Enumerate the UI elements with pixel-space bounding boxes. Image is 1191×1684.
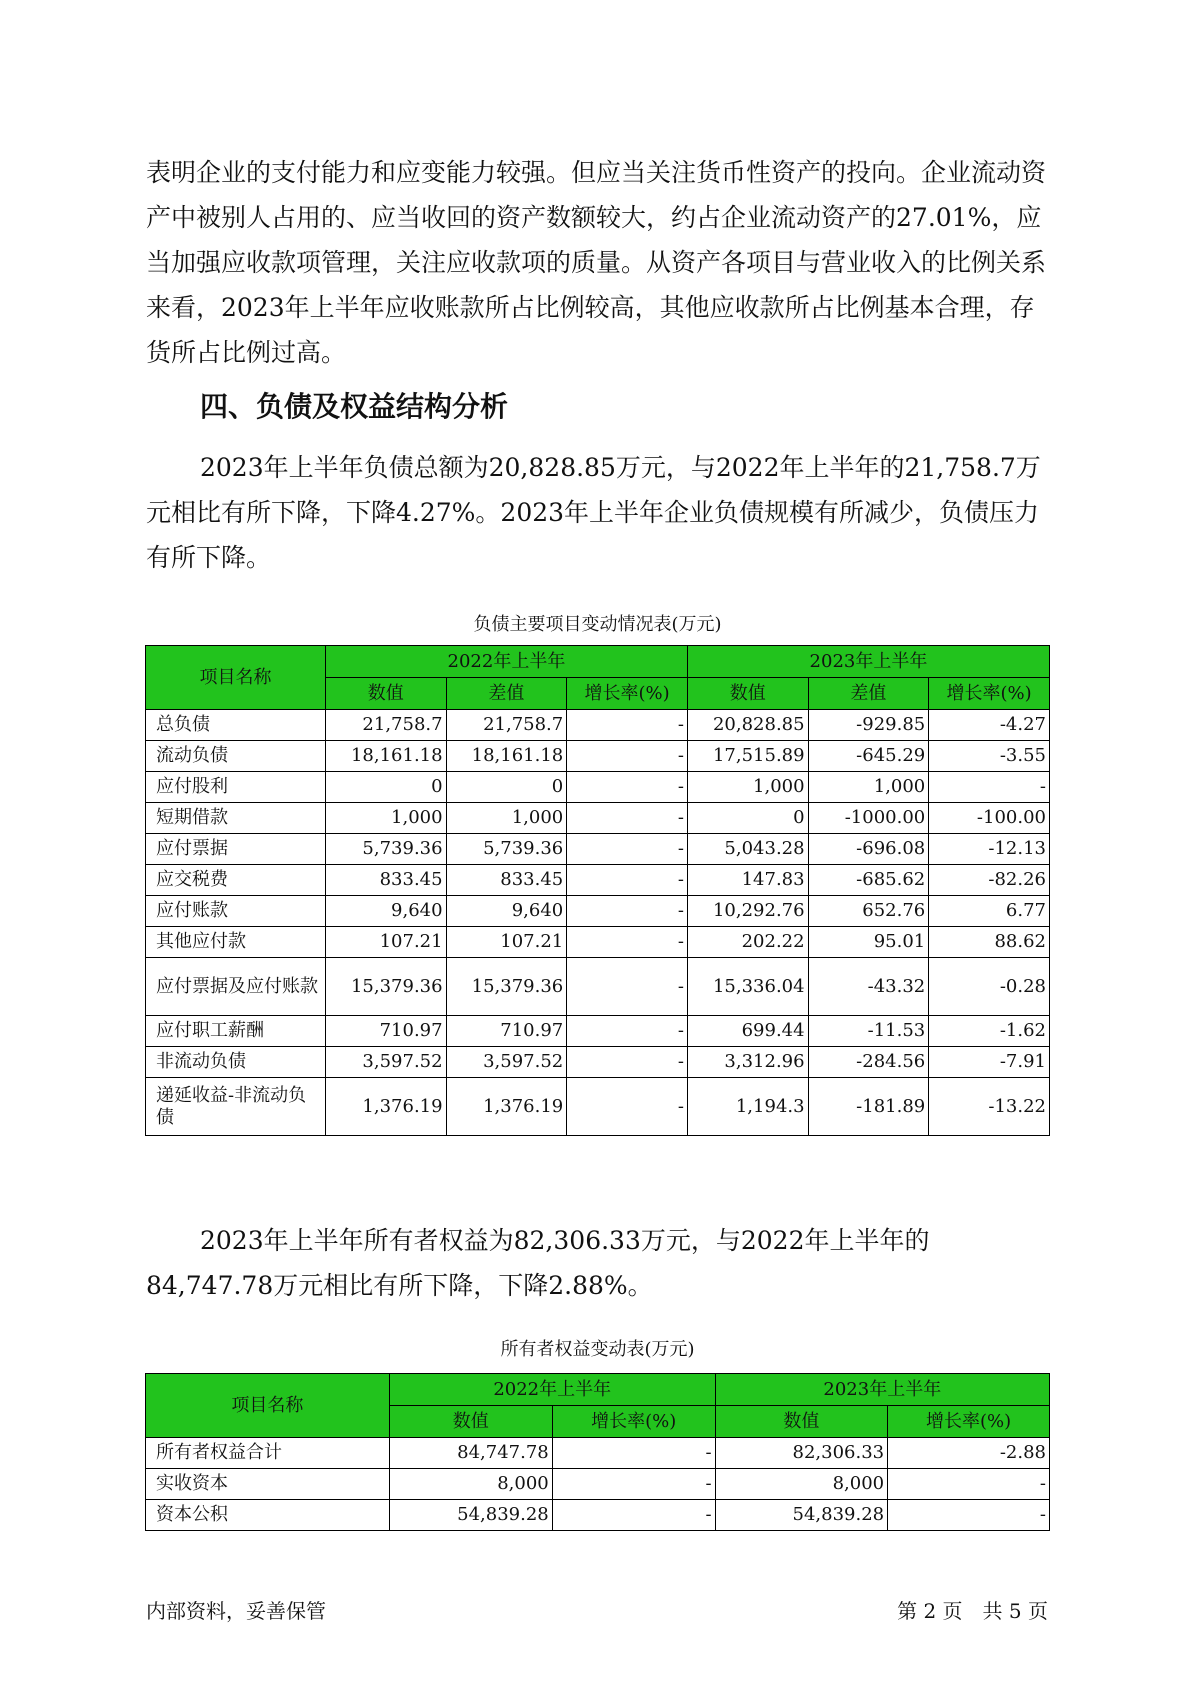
cell-2023-value: 3,312.96	[687, 1047, 808, 1078]
cell-2022-diff: 833.45	[446, 865, 567, 896]
cell-2023-value: 147.83	[687, 865, 808, 896]
cell-2022-diff: 21,758.7	[446, 710, 567, 741]
cell-2023-rate: -0.28	[929, 958, 1050, 1016]
table-row	[146, 958, 1050, 1016]
cell-2022-rate: -	[567, 1078, 688, 1136]
cell-2022-value: 84,747.78	[389, 1438, 552, 1469]
cell-2023-value: 82,306.33	[715, 1438, 887, 1469]
cell-2023-value: 1,000	[687, 772, 808, 803]
cell-2023-diff: 1,000	[808, 772, 929, 803]
cell-2023-value: 202.22	[687, 927, 808, 958]
table-row	[146, 834, 1050, 865]
cell-2023-value: 54,839.28	[715, 1500, 887, 1531]
header-diff: 差值	[446, 678, 567, 710]
row-item-name: 实收资本	[146, 1469, 390, 1500]
cell-2022-value: 3,597.52	[325, 1047, 446, 1078]
cell-2023-diff: -929.85	[808, 710, 929, 741]
header-period-2023: 2023年上半年	[687, 646, 1049, 678]
table2-caption: 所有者权益变动表(万元)	[500, 1339, 695, 1360]
header-value: 数值	[687, 678, 808, 710]
cell-2022-rate: -	[567, 834, 688, 865]
cell-2022-value: 9,640	[325, 896, 446, 927]
cell-2023-rate: -	[888, 1500, 1050, 1531]
paragraph-equity-text: 2023年上半年所有者权益为82,306.33万元，与2022年上半年的84,747.78万元相比有所下降，下降2.88%。	[146, 1226, 930, 1300]
cell-2023-rate: -100.00	[929, 803, 1050, 834]
header-rate: 增长率(%)	[552, 1406, 715, 1438]
cell-2022-rate: -	[567, 865, 688, 896]
header-item-name: 项目名称	[146, 1374, 390, 1438]
cell-2023-diff: -284.56	[808, 1047, 929, 1078]
cell-2022-rate: -	[552, 1469, 715, 1500]
cell-2023-diff: -696.08	[808, 834, 929, 865]
row-item-name: 应付职工薪酬	[146, 1016, 326, 1047]
cell-2022-rate: -	[567, 710, 688, 741]
cell-2023-rate: -82.26	[929, 865, 1050, 896]
table-row	[146, 803, 1050, 834]
row-item-name: 其他应付款	[146, 927, 326, 958]
cell-2023-diff: -645.29	[808, 741, 929, 772]
cell-2022-rate: -	[567, 927, 688, 958]
row-item-name: 资本公积	[146, 1500, 390, 1531]
row-item-name: 总负债	[146, 710, 326, 741]
table1-caption: 负债主要项目变动情况表(万元)	[473, 614, 722, 635]
cell-2023-value: 17,515.89	[687, 741, 808, 772]
cell-2023-rate: -1.62	[929, 1016, 1050, 1047]
cell-2022-value: 8,000	[389, 1469, 552, 1500]
cell-2023-value: 1,194.3	[687, 1078, 808, 1136]
cell-2022-diff: 5,739.36	[446, 834, 567, 865]
cell-2022-value: 54,839.28	[389, 1500, 552, 1531]
cell-2023-rate: 6.77	[929, 896, 1050, 927]
cell-2023-diff: -181.89	[808, 1078, 929, 1136]
section-heading: 四、负债及权益结构分析	[200, 390, 509, 423]
cell-2022-diff: 1,376.19	[446, 1078, 567, 1136]
header-rate: 增长率(%)	[929, 678, 1050, 710]
cell-2022-value: 1,000	[325, 803, 446, 834]
cell-2022-value: 0	[325, 772, 446, 803]
table-row	[146, 1500, 1050, 1531]
paragraph-liability-summary	[146, 445, 1046, 580]
cell-2022-rate: -	[567, 1016, 688, 1047]
row-item-name: 应交税费	[146, 865, 326, 896]
footer-page-number: 第 2 页 共 5 页	[897, 1599, 1048, 1623]
cell-2023-rate: -2.88	[888, 1438, 1050, 1469]
cell-2023-diff: 652.76	[808, 896, 929, 927]
cell-2023-value: 20,828.85	[687, 710, 808, 741]
header-value: 数值	[325, 678, 446, 710]
equity-table	[145, 1373, 1050, 1531]
cell-2023-rate: -12.13	[929, 834, 1050, 865]
cell-2023-rate: -4.27	[929, 710, 1050, 741]
cell-2022-rate: -	[567, 958, 688, 1016]
table-row	[146, 1078, 1050, 1136]
cell-2022-diff: 15,379.36	[446, 958, 567, 1016]
cell-2022-diff: 0	[446, 772, 567, 803]
header-period-2023: 2023年上半年	[715, 1374, 1049, 1406]
row-item-name: 递延收益-非流动负债	[146, 1078, 326, 1136]
cell-2023-value: 0	[687, 803, 808, 834]
cell-2023-rate: -7.91	[929, 1047, 1050, 1078]
table-row	[146, 1047, 1050, 1078]
cell-2023-diff: -43.32	[808, 958, 929, 1016]
paragraph-liability-text: 2023年上半年负债总额为20,828.85万元，与2022年上半年的21,758.7万元相比有所下降，下降4.27%。2023年上半年企业负债规模有所减少，负债压力有所下降。	[146, 453, 1041, 572]
cell-2023-diff: -11.53	[808, 1016, 929, 1047]
cell-2022-diff: 9,640	[446, 896, 567, 927]
row-item-name: 非流动负债	[146, 1047, 326, 1078]
cell-2022-diff: 18,161.18	[446, 741, 567, 772]
cell-2022-diff: 107.21	[446, 927, 567, 958]
header-diff: 差值	[808, 678, 929, 710]
header-period-2022: 2022年上半年	[389, 1374, 715, 1406]
header-item-name: 项目名称	[146, 646, 326, 710]
cell-2023-value: 8,000	[715, 1469, 887, 1500]
paragraph-asset-analysis: 表明企业的支付能力和应变能力较强。但应当关注货币性资产的投向。企业流动资产中被别人占用的、应当收回的资产数额较大，约占企业流动资产的27.01%，应当加强应收款项管理，关注应收款项的质量。从资产各项目与营业收入的比例关系来看，2023年上半年应收账款所占比例较高，其他应收款所占比例基本合理，存货所占比例过高。	[146, 158, 1047, 367]
cell-2023-diff: -1000.00	[808, 803, 929, 834]
table-row	[146, 896, 1050, 927]
row-item-name: 应付票据	[146, 834, 326, 865]
table-row	[146, 1016, 1050, 1047]
cell-2022-value: 15,379.36	[325, 958, 446, 1016]
paragraph-equity-summary	[146, 1218, 1046, 1308]
table-row	[146, 741, 1050, 772]
header-value: 数值	[389, 1406, 552, 1438]
header-rate: 增长率(%)	[567, 678, 688, 710]
table-row	[146, 1469, 1050, 1500]
table-row	[146, 1438, 1050, 1469]
table-row	[146, 710, 1050, 741]
table-row	[146, 772, 1050, 803]
row-item-name: 所有者权益合计	[146, 1438, 390, 1469]
cell-2022-value: 18,161.18	[325, 741, 446, 772]
cell-2022-value: 710.97	[325, 1016, 446, 1047]
cell-2022-rate: -	[567, 896, 688, 927]
cell-2022-value: 107.21	[325, 927, 446, 958]
cell-2022-diff: 1,000	[446, 803, 567, 834]
cell-2022-rate: -	[567, 1047, 688, 1078]
cell-2023-diff: -685.62	[808, 865, 929, 896]
header-rate: 增长率(%)	[888, 1406, 1050, 1438]
cell-2023-value: 5,043.28	[687, 834, 808, 865]
table-row	[146, 865, 1050, 896]
row-item-name: 应付股利	[146, 772, 326, 803]
cell-2022-rate: -	[552, 1500, 715, 1531]
cell-2022-value: 1,376.19	[325, 1078, 446, 1136]
cell-2022-value: 5,739.36	[325, 834, 446, 865]
cell-2022-value: 21,758.7	[325, 710, 446, 741]
table-row	[146, 927, 1050, 958]
cell-2023-rate: -13.22	[929, 1078, 1050, 1136]
header-value: 数值	[715, 1406, 887, 1438]
cell-2023-rate: -	[888, 1469, 1050, 1500]
header-period-2022: 2022年上半年	[325, 646, 687, 678]
cell-2022-diff: 3,597.52	[446, 1047, 567, 1078]
cell-2023-diff: 95.01	[808, 927, 929, 958]
row-item-name: 应付票据及应付账款	[146, 958, 326, 1016]
cell-2022-diff: 710.97	[446, 1016, 567, 1047]
cell-2023-rate: -3.55	[929, 741, 1050, 772]
row-item-name: 应付账款	[146, 896, 326, 927]
cell-2022-rate: -	[567, 772, 688, 803]
cell-2023-value: 699.44	[687, 1016, 808, 1047]
footer-confidential-note: 内部资料，妥善保管	[146, 1599, 326, 1623]
cell-2022-value: 833.45	[325, 865, 446, 896]
cell-2023-rate: 88.62	[929, 927, 1050, 958]
cell-2022-rate: -	[567, 803, 688, 834]
cell-2023-value: 10,292.76	[687, 896, 808, 927]
liability-table	[145, 645, 1050, 1136]
cell-2023-rate: -	[929, 772, 1050, 803]
cell-2022-rate: -	[567, 741, 688, 772]
cell-2022-rate: -	[552, 1438, 715, 1469]
row-item-name: 短期借款	[146, 803, 326, 834]
row-item-name: 流动负债	[146, 741, 326, 772]
cell-2023-value: 15,336.04	[687, 958, 808, 1016]
